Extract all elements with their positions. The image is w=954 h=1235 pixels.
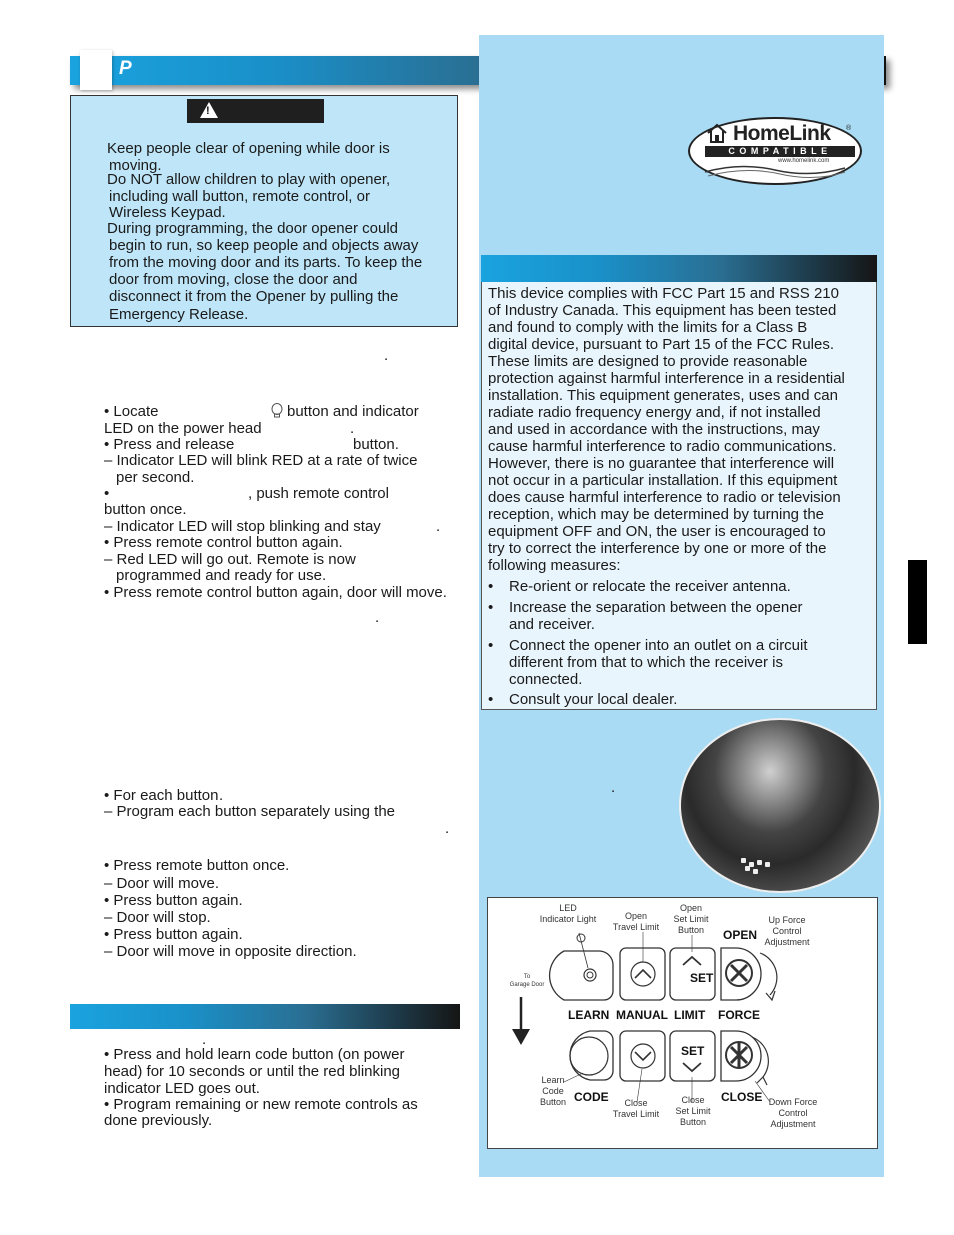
- warning-line: Do NOT allow children to play with opener,: [107, 171, 391, 188]
- label-led-indicator: LED Indicator Light: [539, 903, 597, 924]
- page-number-box: [80, 50, 112, 90]
- fcc-bullet-marker: •: [488, 599, 494, 616]
- fcc-bullet: and receiver.: [509, 616, 595, 633]
- homelink-url: www.homelink.com: [778, 158, 830, 164]
- power-head-photo: [679, 718, 881, 893]
- operation-text: • Press button again.: [104, 926, 243, 943]
- erase-text: • Press and hold learn code button (on power: [104, 1046, 405, 1063]
- stray-dot: .: [202, 1031, 207, 1048]
- label-code: CODE: [574, 1090, 609, 1104]
- label-to-garage-door: To Garage Door: [509, 974, 545, 988]
- step-text: • Press and release: [104, 436, 235, 453]
- stray-dot: .: [611, 779, 616, 796]
- homelink-name: HomeLink: [733, 122, 831, 145]
- step-text: LED on the power head: [104, 420, 262, 437]
- lightbulb-icon: [270, 402, 284, 418]
- homelink-compatible: COMPATIBLE: [705, 146, 855, 157]
- erase-text: indicator LED goes out.: [104, 1080, 260, 1097]
- warning-line: moving.: [109, 157, 162, 174]
- step-text: button and indicator: [287, 403, 419, 420]
- warning-line: disconnect it from the Opener by pulling the: [109, 288, 399, 305]
- stray-dot: .: [445, 820, 450, 837]
- stray-dot: .: [384, 347, 389, 364]
- warning-line: During programming, the door opener could: [107, 220, 398, 237]
- chapter-side-tab: [908, 560, 927, 644]
- warning-line: begin to run, so keep people and objects away: [109, 237, 419, 254]
- step-text: • Press remote control button again, door will move.: [104, 584, 447, 601]
- section-letter: P: [119, 58, 132, 79]
- label-force: FORCE: [718, 1008, 760, 1022]
- operation-text: • Press button again.: [104, 892, 243, 909]
- label-up-force: Up Force Control Adjustment: [764, 915, 810, 947]
- warning-line: including wall button, remote control, or: [109, 188, 370, 205]
- house-icon: [706, 122, 728, 144]
- stray-dot: .: [219, 787, 224, 804]
- operation-text: – Door will move.: [104, 875, 220, 892]
- label-close-travel-limit: Close Travel Limit: [612, 1098, 660, 1119]
- stray-dot: .: [350, 420, 355, 437]
- label-limit: LIMIT: [674, 1008, 706, 1022]
- warning-line: from the moving door and its parts. To keep the: [109, 254, 423, 271]
- erase-text: head) for 10 seconds or until the red blinking: [104, 1063, 401, 1080]
- erase-text: • Program remaining or new remote controls as: [104, 1096, 418, 1113]
- fcc-bullet: Consult your local dealer.: [509, 691, 678, 708]
- label-close: CLOSE: [721, 1090, 763, 1104]
- label-learn-code-button: Learn Code Button: [539, 1075, 567, 1107]
- stray-dot: .: [436, 518, 441, 535]
- operation-text: – Door will stop.: [104, 909, 211, 926]
- step-text: – Indicator LED will blink RED at a rate of twice: [104, 452, 418, 469]
- erase-text: done previously.: [104, 1112, 213, 1129]
- label-set-bottom: SET: [681, 1044, 705, 1058]
- fcc-header: [481, 255, 877, 282]
- fcc-paragraph: This device complies with FCC Part 15 and RSS 210 of Industry Canada. This equipment has been tested and found to comply with the limits for a Class B digital device, pursuant to Part 15 of the FCC Rules. These limits are designed to provide reasonable protection against harmful interference in a residential installation. This equipment generates, uses and can radiate radio frequency energy and, if not installed and used in accordance with the instructions, may cause harmful interference to radio communications. However, there is no guarantee that interference will not occur in a particular installation. If this equipment does cause harmful interference to radio or television reception, which may be determined by turning the equipment OFF and ON, the user is encouraged to try to correct the interference by one or more of the following measures:: [488, 285, 845, 574]
- erase-section-header: [70, 1004, 460, 1029]
- step-text: button.: [353, 436, 399, 453]
- step-text: per second.: [116, 469, 195, 486]
- label-close-set-limit: Close Set Limit Button: [675, 1095, 711, 1127]
- label-open-set-limit: Open Set Limit Button: [673, 903, 709, 935]
- step-text: button once.: [104, 501, 187, 518]
- step-text: – Red LED will go out. Remote is now: [104, 551, 356, 568]
- fcc-bullet: Re-orient or relocate the receiver antenna.: [509, 578, 791, 595]
- operation-text: – Door will move in opposite direction.: [104, 943, 357, 960]
- label-open: OPEN: [723, 928, 758, 942]
- warning-line: Emergency Release.: [109, 306, 249, 323]
- operation-text: • Press remote button once.: [104, 857, 290, 874]
- step-text: – Indicator LED will stop blinking and stay: [104, 518, 381, 535]
- fcc-bullet-marker: •: [488, 691, 494, 708]
- warning-line: Wireless Keypad.: [109, 204, 226, 221]
- label-manual: MANUAL: [616, 1008, 668, 1022]
- multi-button-text: – Program each button separately using the: [104, 803, 396, 820]
- label-set-top: SET: [690, 971, 714, 985]
- fcc-bullet: Increase the separation between the opener: [509, 599, 803, 616]
- fcc-bullet-marker: •: [488, 578, 494, 595]
- label-down-force: Down Force Control Adjustment: [768, 1097, 818, 1129]
- fcc-bullet: different from that to which the receiver is: [509, 654, 784, 671]
- homelink-reg: ®: [846, 125, 852, 132]
- step-text: • Press remote control button again.: [104, 534, 343, 551]
- step-text: , push remote control: [248, 485, 389, 502]
- label-open-travel-limit: Open Travel Limit: [612, 911, 660, 932]
- fcc-bullet: Connect the opener into an outlet on a circuit: [509, 637, 808, 654]
- step-text: programmed and ready for use.: [116, 567, 327, 584]
- multi-button-text: • For each button: [104, 787, 219, 804]
- label-learn: LEARN: [568, 1008, 610, 1022]
- fcc-bullet: connected.: [509, 671, 583, 688]
- warning-line: door from moving, close the door and: [109, 271, 358, 288]
- step-text: •: [104, 485, 110, 502]
- fcc-bullet-marker: •: [488, 637, 494, 654]
- warning-line: Keep people clear of opening while door is: [107, 140, 390, 157]
- step-locate: • Locate: [104, 403, 159, 420]
- stray-dot: .: [375, 609, 380, 626]
